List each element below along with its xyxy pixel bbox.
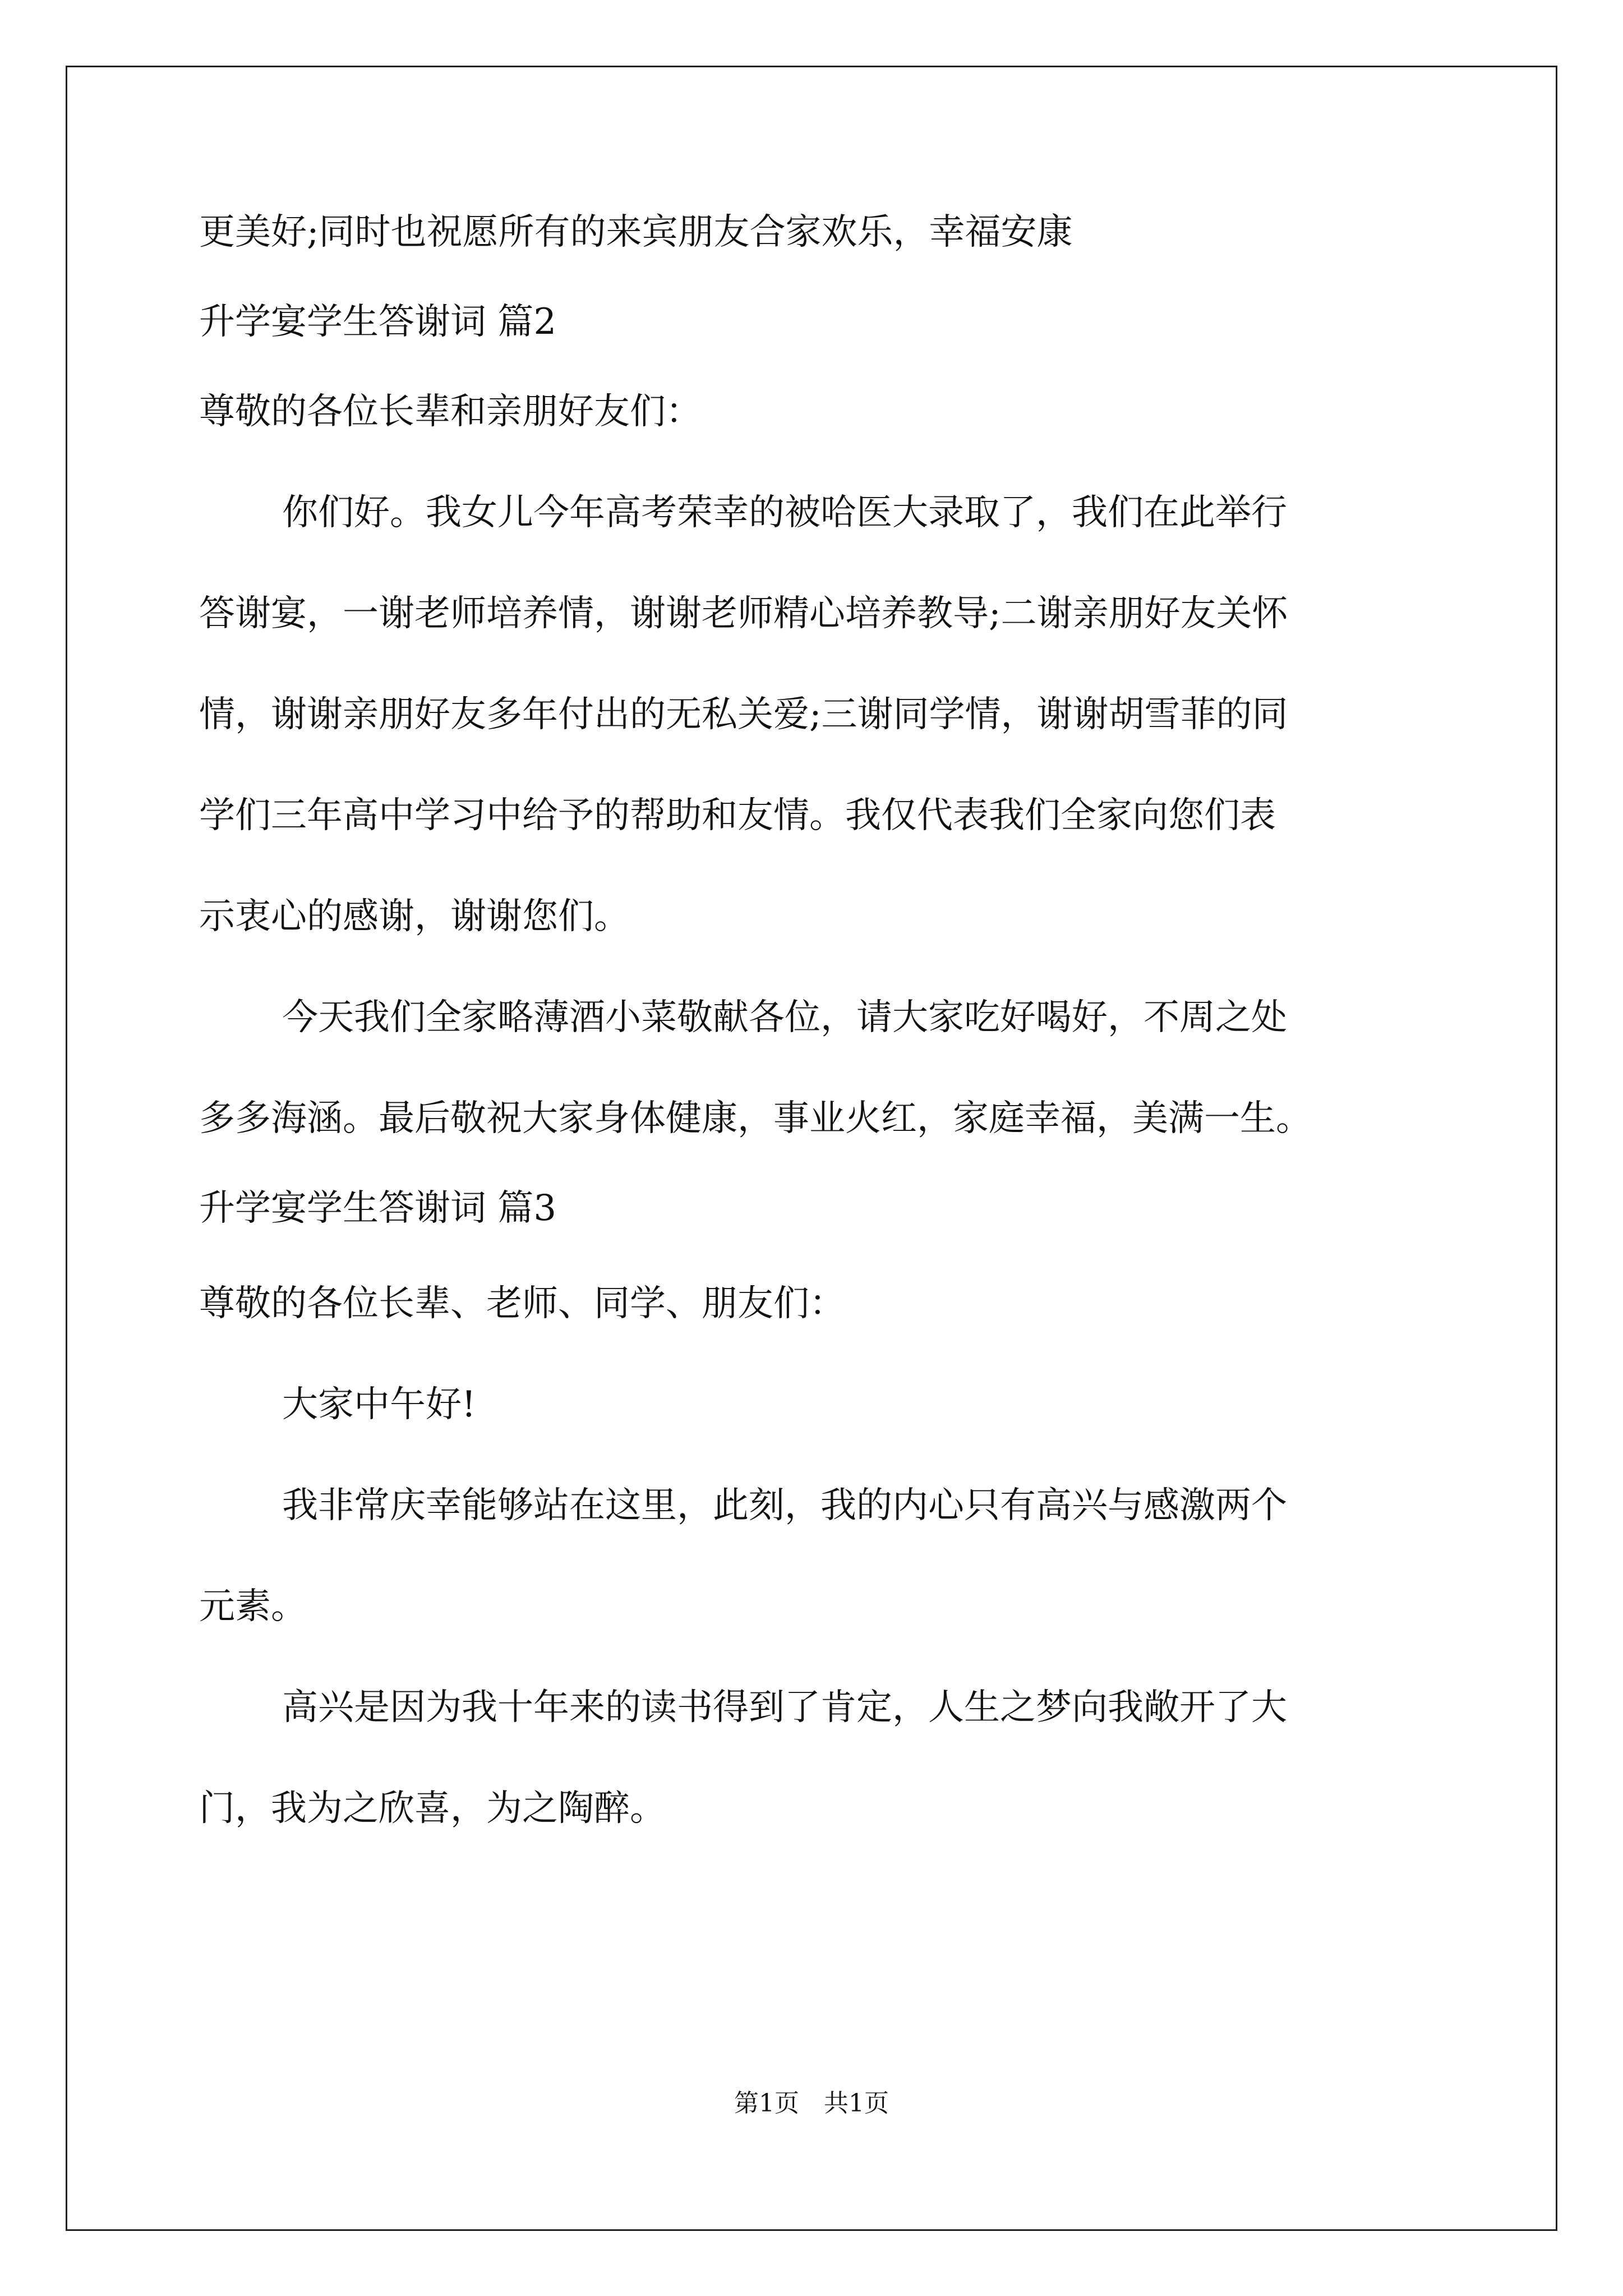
paragraph-line: 今天我们全家略薄酒小菜敬献各位，请大家吃好喝好，不周之处 (282, 997, 1287, 1038)
salutation: 尊敬的各位长辈和亲朋好友们： (199, 391, 702, 432)
paragraph-line: 大家中午好! (282, 1384, 476, 1425)
paragraph-line: 我非常庆幸能够站在这里，此刻，我的内心只有高兴与感激两个 (282, 1485, 1287, 1526)
paragraph-line: 示衷心的感谢，谢谢您们。 (199, 896, 630, 937)
paragraph-line: 学们三年高中学习中给予的帮助和友情。我仅代表我们全家向您们表 (199, 795, 1276, 836)
paragraph-line: 答谢宴，一谢老师培养情，谢谢老师精心培养教导;二谢亲朋好友关怀 (199, 593, 1288, 634)
text-line: 更美好;同时也祝愿所有的来宾朋友合家欢乐，幸福安康 (199, 211, 1073, 253)
paragraph-line: 情，谢谢亲朋好友多年付出的无私关爱;三谢同学情，谢谢胡雪菲的同 (199, 694, 1288, 735)
section-heading: 升学宴学生答谢词 篇2 (199, 301, 557, 343)
paragraph-line: 元素。 (199, 1586, 307, 1627)
paragraph-line: 门，我为之欣喜，为之陶醉。 (199, 1788, 666, 1829)
paragraph-line: 多多海涵。最后敬祝大家身体健康，事业火红，家庭幸福，美满一生。 (199, 1098, 1312, 1139)
page-number-footer: 第1页 共1页 (734, 2089, 889, 2118)
salutation: 尊敬的各位长辈、老师、同学、朋友们： (199, 1283, 845, 1324)
paragraph-line: 你们好。我女儿今年高考荣幸的被哈医大录取了，我们在此举行 (282, 492, 1287, 533)
section-heading: 升学宴学生答谢词 篇3 (199, 1188, 557, 1229)
paragraph-line: 高兴是因为我十年来的读书得到了肯定，人生之梦向我敞开了大 (282, 1687, 1287, 1728)
